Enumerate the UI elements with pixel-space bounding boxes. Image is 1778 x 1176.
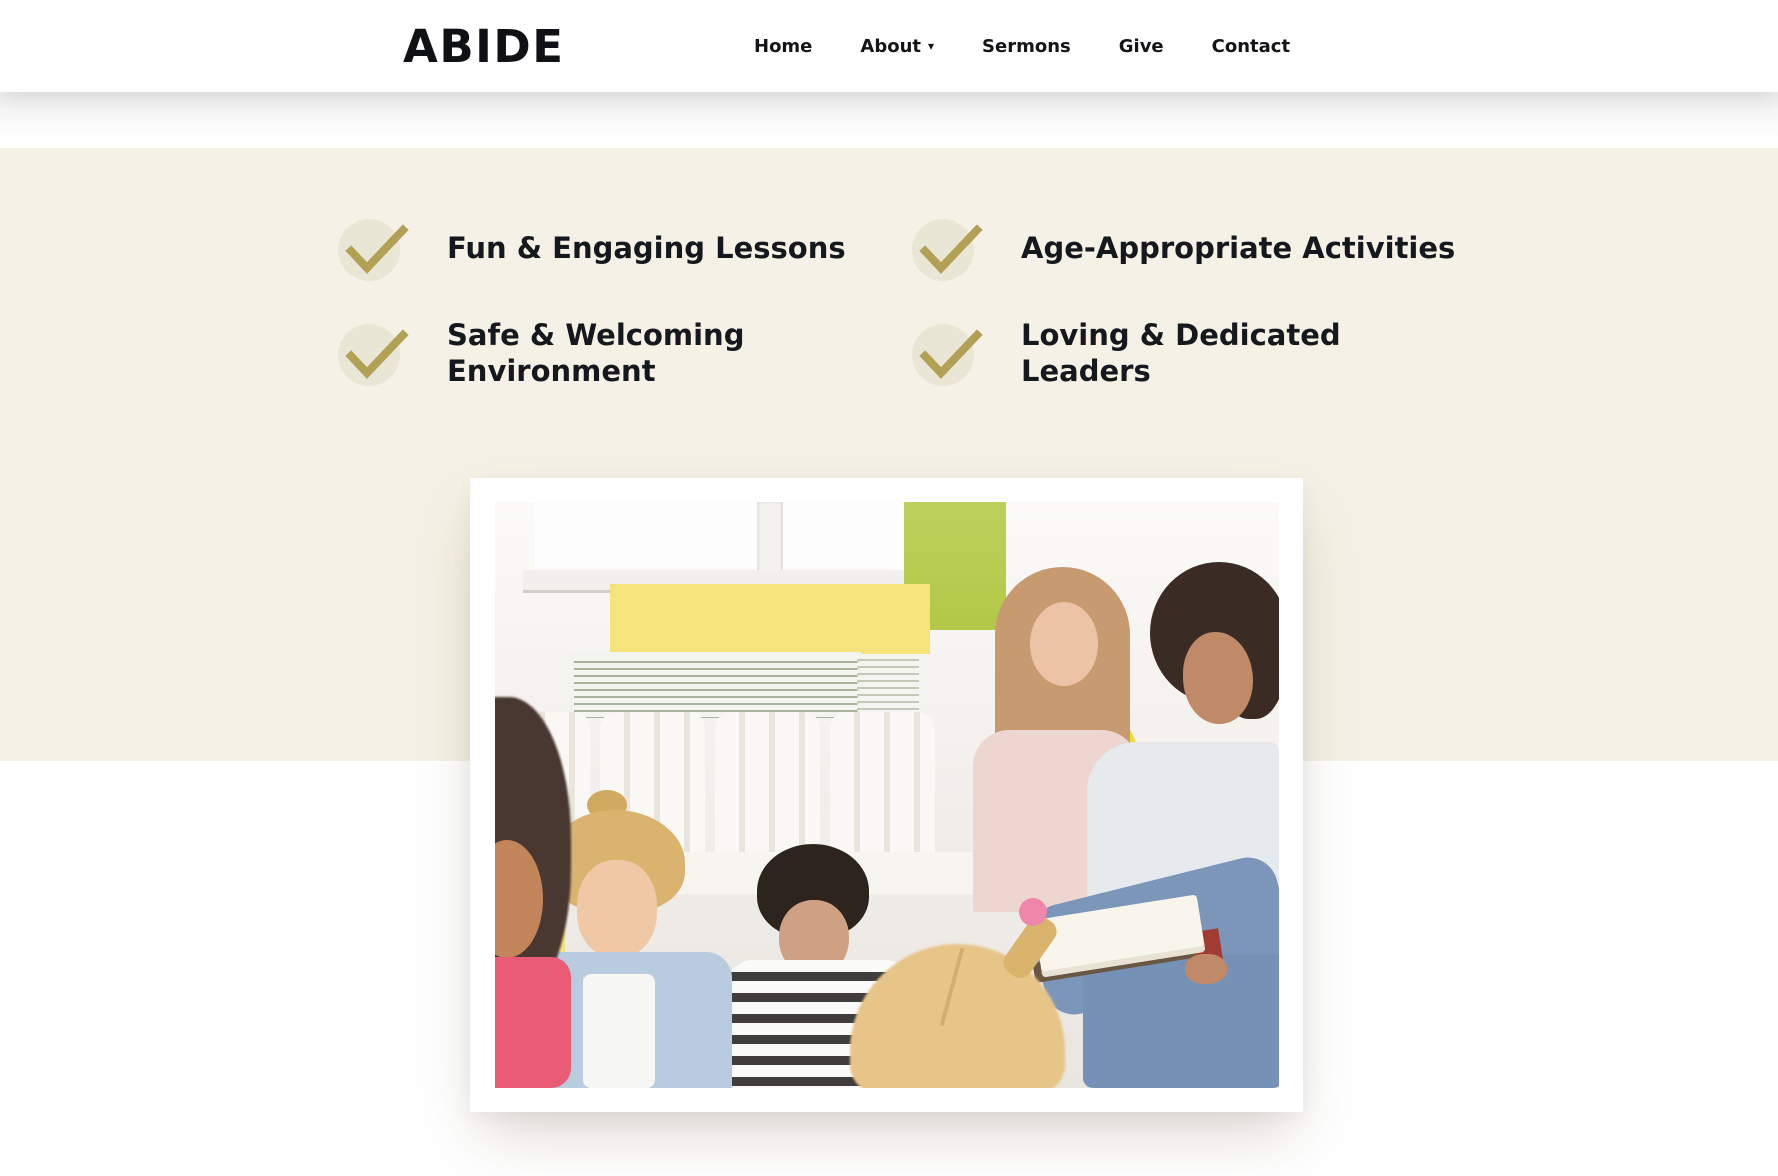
check-icon (338, 217, 422, 283)
photo-teen-girl-face (1030, 602, 1098, 686)
header (0, 0, 1778, 92)
feature-item-loving-leaders (912, 318, 1341, 389)
nav-item-about[interactable] (860, 36, 934, 57)
check-icon (912, 322, 996, 388)
photo-radiator (857, 654, 919, 712)
feature-title-line: Fun & Engaging Lessons (447, 231, 846, 265)
photo-card (470, 478, 1303, 1112)
nav-label: Contact (1211, 35, 1291, 57)
chevron-down-icon: ▾ (928, 39, 935, 53)
nav-label: Give (1118, 35, 1164, 57)
nav-item-home[interactable] (754, 36, 812, 57)
feature-item-age-appropriate (912, 217, 1455, 283)
nav-item-contact[interactable] (1212, 36, 1290, 57)
photo-foreground-child-shirt (495, 957, 571, 1088)
site-logo[interactable]: ABIDE (403, 19, 565, 73)
feature-title-line: Age-Appropriate Activities (1021, 231, 1456, 265)
photo-yellow-wall-band (610, 584, 930, 654)
feature-title (1021, 317, 1341, 389)
photo-teacher-jeans (1083, 954, 1279, 1088)
photo-boy-blond-tee (583, 974, 655, 1088)
photo-foreground-girl-hair-tie (1019, 898, 1047, 926)
check-icon (912, 217, 996, 283)
photo-teacher-hand (1185, 954, 1227, 984)
nav-label: Sermons (982, 35, 1071, 57)
nav-item-give[interactable] (1119, 36, 1164, 57)
photo-chair (715, 712, 820, 862)
feature-title-line: Environment (447, 354, 656, 388)
check-icon (338, 322, 422, 388)
feature-title-line: Safe & Welcoming (447, 318, 745, 352)
main-nav (754, 0, 1290, 92)
feature-item-safe-environment (338, 318, 745, 389)
header-shadow (0, 92, 1778, 150)
feature-title (1021, 230, 1455, 283)
feature-title (447, 317, 744, 389)
nav-label: Home (754, 35, 813, 57)
feature-title-line: Leaders (1021, 354, 1151, 388)
photo-boy-blond-face (577, 860, 657, 958)
classroom-photo (495, 502, 1279, 1088)
photo-chair (830, 712, 935, 862)
feature-title-line: Loving & Dedicated (1021, 318, 1341, 352)
feature-item-fun-lessons (338, 217, 846, 283)
feature-title (447, 230, 846, 283)
nav-label: About (860, 35, 922, 57)
photo-teacher-face (1183, 632, 1253, 724)
nav-item-sermons[interactable] (982, 36, 1071, 57)
